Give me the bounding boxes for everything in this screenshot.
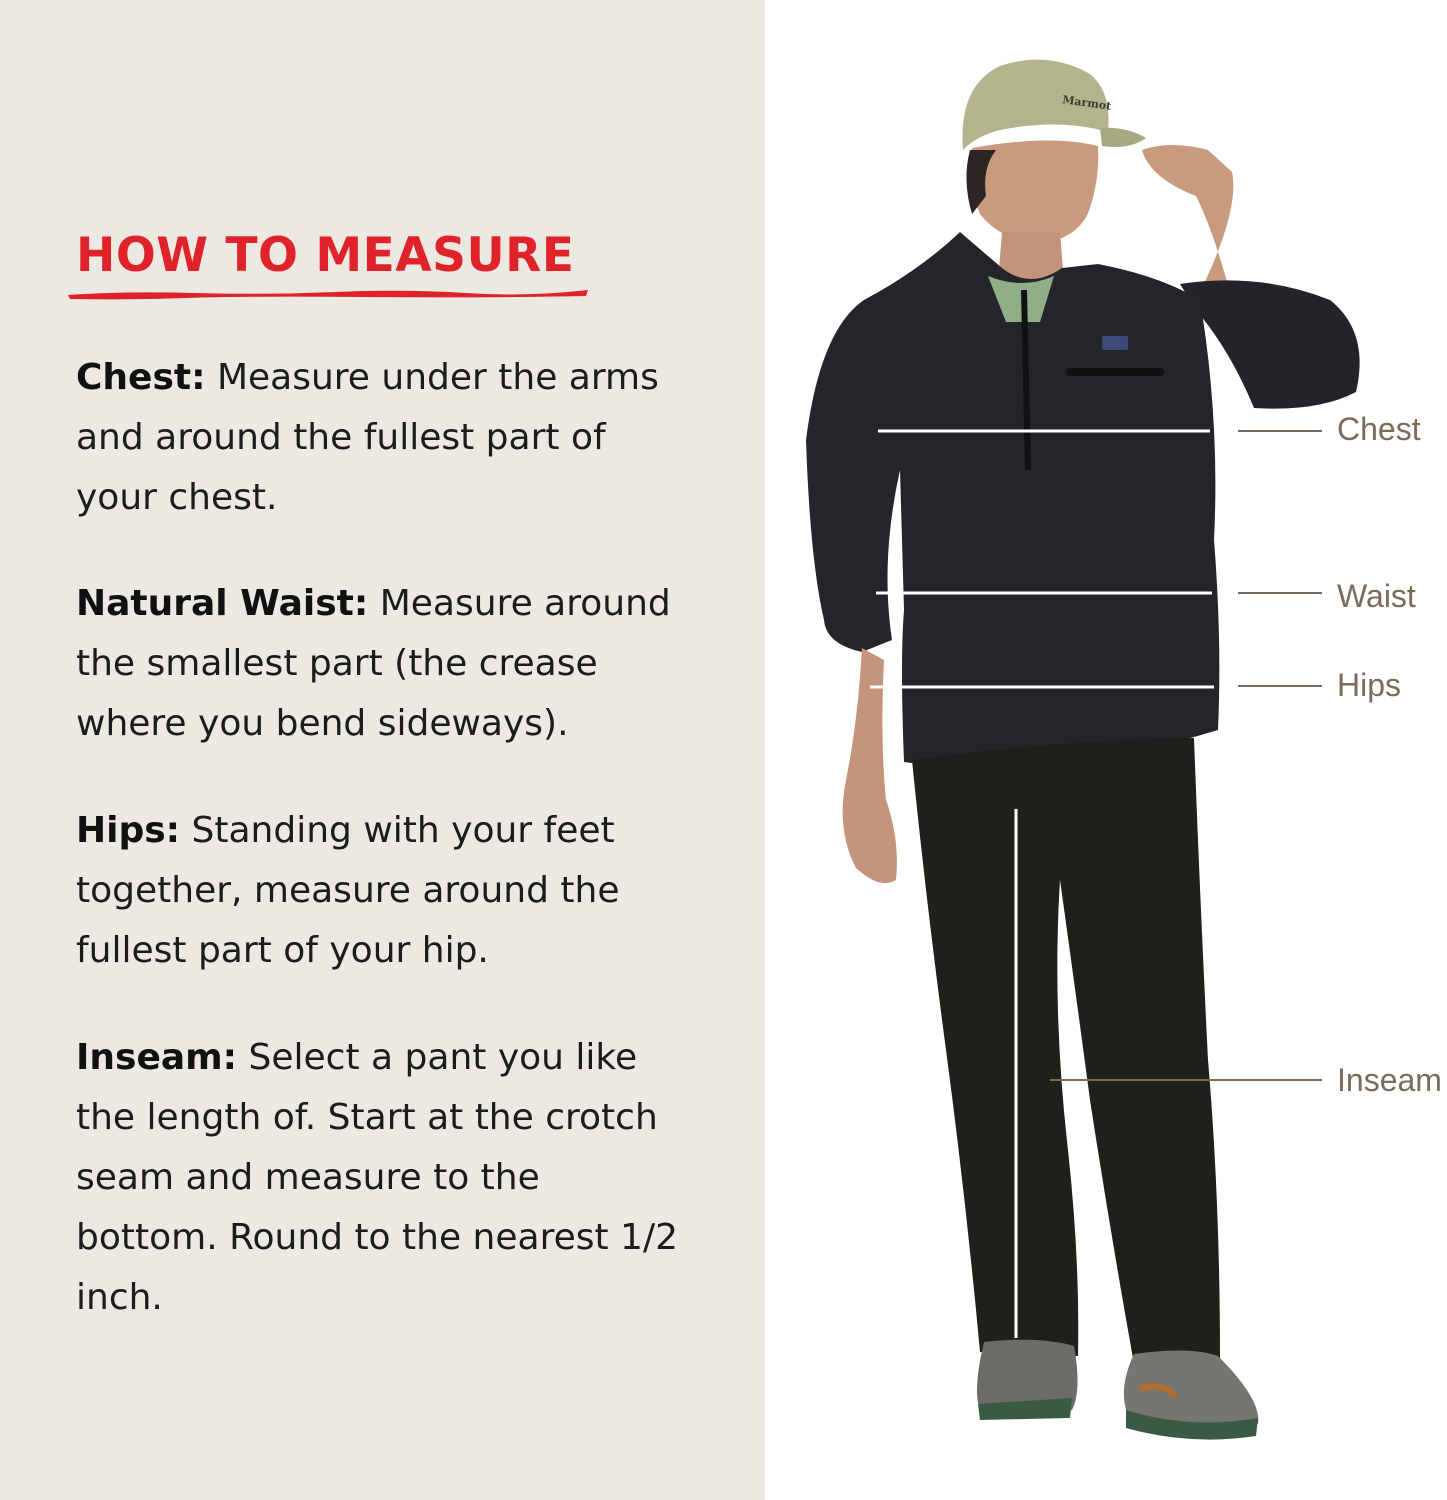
- hanging-arm: [843, 648, 897, 883]
- chest-text: Measure under the arms and around the fullest part of your chest.: [76, 357, 659, 518]
- hips-text: Standing with your feet together, measure around the fullest part of your hip.: [76, 810, 620, 971]
- waist-term: Natural Waist:: [76, 583, 369, 624]
- title-underline: [66, 286, 592, 302]
- pants: [912, 738, 1220, 1364]
- hips-term: Hips:: [76, 810, 181, 851]
- hips-label: Hips: [1337, 667, 1402, 703]
- inseam-label: Inseam: [1337, 1062, 1442, 1098]
- model-panel: [765, 0, 1447, 1500]
- cap-logo: Marmot: [1061, 93, 1113, 113]
- waist-text: Measure around the smallest part (the crease where you bend sideways).: [76, 583, 671, 744]
- chest-term: Chest:: [76, 357, 206, 398]
- hips-instruction: [76, 801, 686, 981]
- model-figure: [765, 0, 1447, 1500]
- inseam-instruction: [76, 1028, 686, 1328]
- page-title: HOW TO MEASURE: [76, 228, 575, 283]
- cap: [962, 60, 1146, 150]
- waist-instruction: [76, 574, 686, 754]
- waist-label: Waist: [1337, 578, 1416, 614]
- inseam-term: Inseam:: [76, 1037, 238, 1078]
- inseam-text: Select a pant you like the length of. Start at the crotch seam and measure to the bottom. Round to the nearest 1/2 inch.: [76, 1037, 678, 1318]
- chest-instruction: [76, 348, 686, 528]
- chest-label: Chest: [1337, 411, 1421, 447]
- raised-arm: [1142, 145, 1233, 300]
